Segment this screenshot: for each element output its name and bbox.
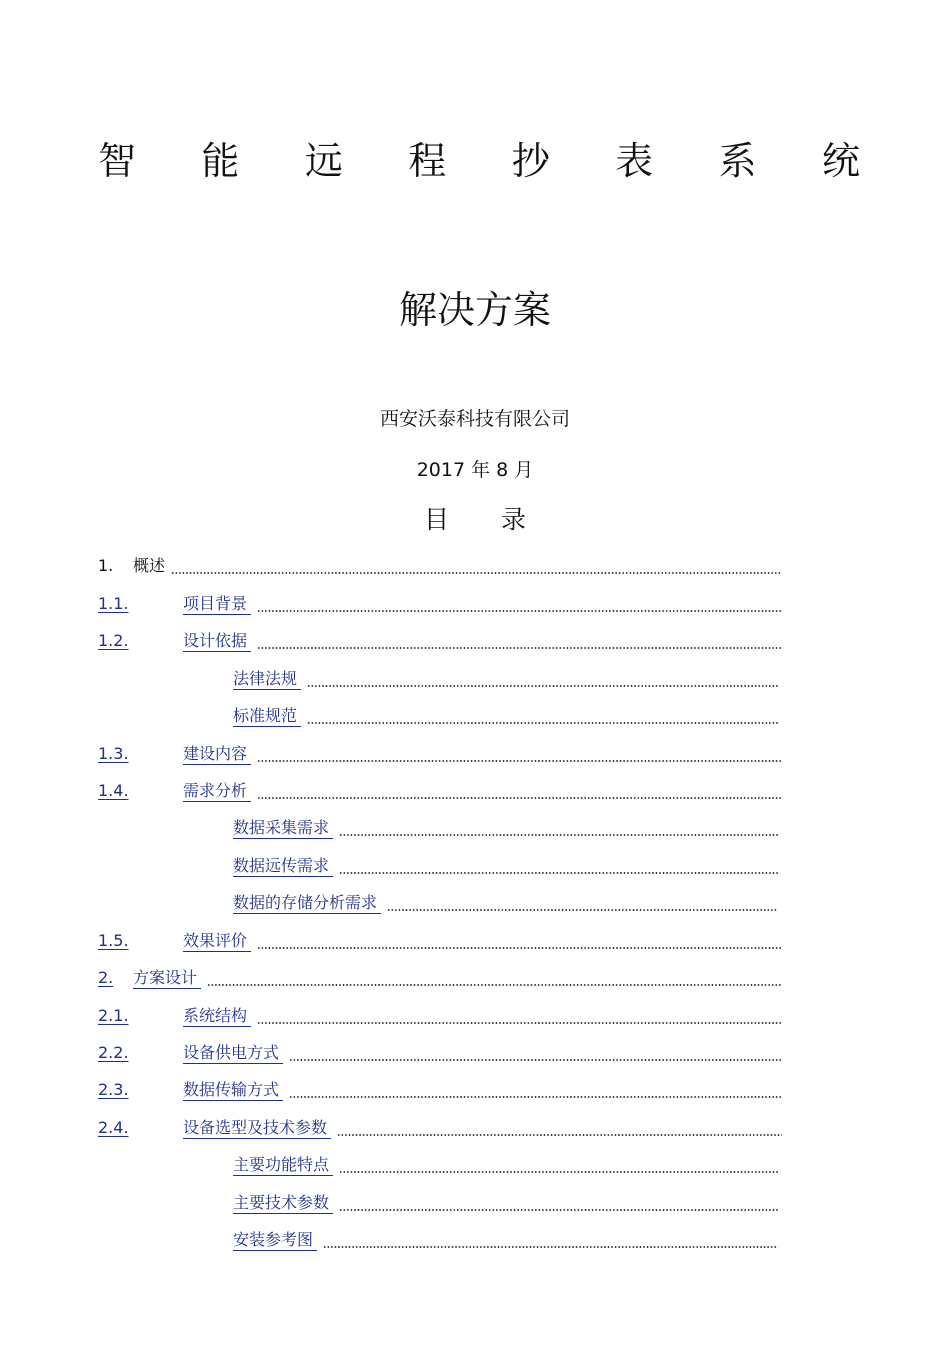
- toc-entry-number[interactable]: 2.1.: [98, 1006, 129, 1025]
- toc-entry[interactable]: [98, 666, 778, 690]
- toc-entry-label[interactable]: 数据采集需求: [233, 818, 333, 839]
- toc-entry-number[interactable]: 1.2.: [98, 631, 129, 650]
- toc-dot-leader: [289, 1059, 782, 1061]
- toc-entry-label[interactable]: 标准规范: [233, 706, 301, 727]
- toc-heading-char: 录: [501, 505, 527, 534]
- toc-entry[interactable]: [98, 591, 782, 615]
- toc-dot-leader: [339, 1171, 778, 1173]
- toc-entry-number[interactable]: 1.3.: [98, 744, 129, 763]
- document-title: [98, 138, 860, 184]
- toc-entry[interactable]: [98, 1152, 778, 1176]
- toc-entry-number[interactable]: 2.4.: [98, 1118, 129, 1137]
- toc-entry[interactable]: [98, 741, 782, 765]
- toc-dot-leader: [323, 1246, 778, 1248]
- toc-heading-char: 目: [423, 505, 449, 534]
- toc-entry[interactable]: [98, 1003, 782, 1027]
- toc-entry-label: 概述: [133, 556, 166, 575]
- toc-dot-leader: [257, 760, 782, 762]
- toc-entry[interactable]: [98, 628, 782, 652]
- toc-dot-leader: [257, 797, 782, 799]
- title-char: 远: [304, 139, 343, 183]
- toc-entry-label[interactable]: 项目背景: [183, 594, 251, 615]
- toc-entry-label[interactable]: 需求分析: [183, 781, 251, 802]
- toc-dot-leader: [337, 1134, 782, 1136]
- toc-entry-label[interactable]: 主要技术参数: [233, 1193, 333, 1214]
- toc-entry-label[interactable]: 安装参考图: [233, 1230, 317, 1251]
- toc-dot-leader: [257, 610, 782, 612]
- toc-dot-leader: [207, 984, 782, 986]
- toc-entry-label[interactable]: 主要功能特点: [233, 1155, 333, 1176]
- toc-entry[interactable]: [98, 928, 782, 952]
- toc-entry[interactable]: [98, 778, 782, 802]
- toc-dot-leader: [339, 872, 778, 874]
- toc-entry-label[interactable]: 数据传输方式: [183, 1080, 283, 1101]
- toc-dot-leader: [339, 834, 778, 836]
- toc-entry-label[interactable]: 设备供电方式: [183, 1043, 283, 1064]
- company-name: 西安沃泰科技有限公司: [379, 408, 570, 430]
- toc-dot-leader: [257, 647, 782, 649]
- toc-entry[interactable]: [98, 1040, 782, 1064]
- toc-entry[interactable]: [98, 1190, 778, 1214]
- toc-entry-label[interactable]: 方案设计: [133, 968, 201, 989]
- title-char: 能: [201, 139, 240, 183]
- toc-entry-label[interactable]: 系统结构: [183, 1006, 251, 1027]
- toc-entry: [98, 553, 782, 577]
- toc-entry-label[interactable]: 数据远传需求: [233, 856, 333, 877]
- toc-entry[interactable]: [98, 853, 778, 877]
- toc-entry-label[interactable]: 设计依据: [183, 631, 251, 652]
- toc-dot-leader: [171, 572, 782, 574]
- toc-entry[interactable]: [98, 890, 778, 914]
- toc-dot-leader: [257, 947, 782, 949]
- toc-entry-number[interactable]: 1.5.: [98, 931, 129, 950]
- toc-dot-leader: [257, 1022, 782, 1024]
- toc-entry-number: 1.: [98, 556, 114, 575]
- toc-entry[interactable]: [98, 1227, 778, 1251]
- document-subtitle: 解决方案: [398, 288, 551, 332]
- title-char: 系: [718, 139, 757, 183]
- title-char: 智: [98, 139, 137, 183]
- toc-entry[interactable]: [98, 1077, 782, 1101]
- title-char: 抄: [511, 139, 550, 183]
- title-char: 程: [408, 139, 447, 183]
- toc-entry-label[interactable]: 数据的存储分析需求: [233, 893, 381, 914]
- toc-entry-number[interactable]: 2.2.: [98, 1043, 129, 1062]
- title-char: 表: [615, 139, 654, 183]
- toc-dot-leader: [387, 909, 778, 911]
- toc-entry-label[interactable]: 建设内容: [183, 744, 251, 765]
- document-date: 2017 年 8 月: [416, 459, 534, 481]
- toc-entry-number[interactable]: 2.: [98, 968, 114, 987]
- toc-dot-leader: [339, 1209, 778, 1211]
- toc-entry[interactable]: [98, 815, 778, 839]
- toc-entry[interactable]: [98, 1115, 782, 1139]
- toc-dot-leader: [307, 685, 778, 687]
- toc-entry[interactable]: [98, 703, 778, 727]
- toc-entry-number[interactable]: 1.4.: [98, 781, 129, 800]
- title-char: 统: [821, 139, 860, 183]
- toc-entry-number[interactable]: 1.1.: [98, 594, 129, 613]
- toc-heading: [0, 503, 950, 537]
- toc-entry-number[interactable]: 2.3.: [98, 1080, 129, 1099]
- toc-entry[interactable]: [98, 965, 782, 989]
- toc-entry-label[interactable]: 法律法规: [233, 669, 301, 690]
- toc-dot-leader: [307, 722, 778, 724]
- toc-dot-leader: [289, 1096, 782, 1098]
- toc-entry-label[interactable]: 设备选型及技术参数: [183, 1118, 331, 1139]
- toc-entry-label[interactable]: 效果评价: [183, 931, 251, 952]
